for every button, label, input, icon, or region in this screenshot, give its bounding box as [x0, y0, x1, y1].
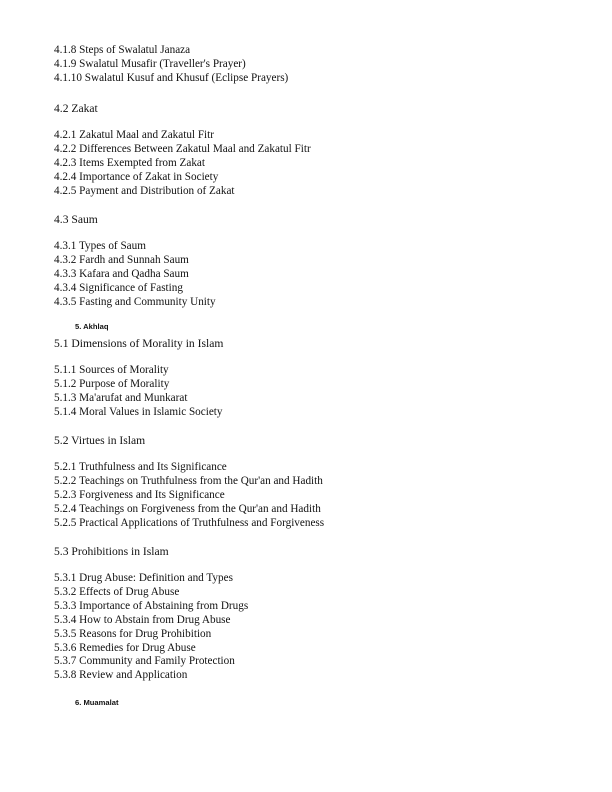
list-item: 5.3.6 Remedies for Drug Abuse: [54, 641, 196, 654]
list-item: 4.1.9 Swalatul Musafir (Traveller's Prayer): [54, 57, 246, 70]
list-item: 5.3.4 How to Abstain from Drug Abuse: [54, 613, 231, 626]
list-item: 4.2.1 Zakatul Maal and Zakatul Fitr: [54, 129, 215, 141]
heading-5-2: 5.2 Virtues in Islam: [54, 434, 146, 447]
list-item: 5.3.8 Review and Application: [54, 669, 188, 682]
list-item: 5.3.1 Drug Abuse: Definition and Types: [54, 572, 233, 584]
list-item: 5.1.2 Purpose of Morality: [54, 377, 170, 390]
list-item: 5.3.5 Reasons for Drug Prohibition: [54, 627, 212, 640]
list-item: 5.2.4 Teachings on Forgiveness from the Qur'an and Hadith: [54, 502, 321, 515]
list-item: 5.3.7 Community and Family Protection: [54, 655, 235, 668]
list-item: 4.2.5 Payment and Distribution of Zakat: [54, 184, 235, 197]
list-group-5-1: [54, 364, 223, 420]
list-group-4-1: [54, 44, 288, 86]
list-item: 5.2.1 Truthfulness and Its Significance: [54, 461, 227, 473]
list-item: 4.3.2 Fardh and Sunnah Saum: [54, 253, 189, 266]
list-item: 5.2.3 Forgiveness and Its Significance: [54, 488, 225, 501]
heading-4-2: 4.2 Zakat: [54, 102, 98, 115]
list-item: 5.3.3 Importance of Abstaining from Drugs: [54, 599, 249, 612]
list-item: 5.1.4 Moral Values in Islamic Society: [54, 405, 223, 418]
list-item: 4.3.4 Significance of Fasting: [54, 281, 183, 294]
list-group-4-2: [54, 129, 311, 199]
list-item: 4.1.10 Swalatul Kusuf and Khusuf (Eclipse Prayers): [54, 71, 289, 84]
list-item: 4.2.3 Items Exempted from Zakat: [54, 156, 205, 169]
list-item: 5.3.2 Effects of Drug Abuse: [54, 585, 180, 598]
list-item: 5.1.3 Ma'arufat and Munkarat: [54, 391, 188, 404]
list-item: 5.2.5 Practical Applications of Truthfulness and Forgiveness: [54, 516, 325, 529]
list-item: 4.2.4 Importance of Zakat in Society: [54, 170, 219, 183]
list-item: 4.2.2 Differences Between Zakatul Maal and Zakatul Fitr: [54, 142, 311, 155]
section-title-akhlaq: 5. Akhlaq: [75, 322, 109, 331]
list-item: 4.1.8 Steps of Swalatul Janaza: [54, 44, 191, 56]
heading-5-3: 5.3 Prohibitions in Islam: [54, 545, 169, 558]
list-item: 4.3.1 Types of Saum: [54, 240, 146, 252]
list-group-5-3: [54, 572, 248, 683]
list-item: 4.3.3 Kafara and Qadha Saum: [54, 267, 189, 280]
section-title-muamalat: 6. Muamalat: [75, 698, 119, 707]
heading-4-3: 4.3 Saum: [54, 213, 98, 226]
list-item: 4.3.5 Fasting and Community Unity: [54, 295, 216, 308]
list-group-5-2: [54, 461, 324, 531]
list-item: 5.1.1 Sources of Morality: [54, 364, 169, 376]
list-group-4-3: [54, 240, 216, 310]
heading-5-1: 5.1 Dimensions of Morality in Islam: [54, 337, 224, 350]
list-item: 5.2.2 Teachings on Truthfulness from the Qur'an and Hadith: [54, 474, 323, 487]
